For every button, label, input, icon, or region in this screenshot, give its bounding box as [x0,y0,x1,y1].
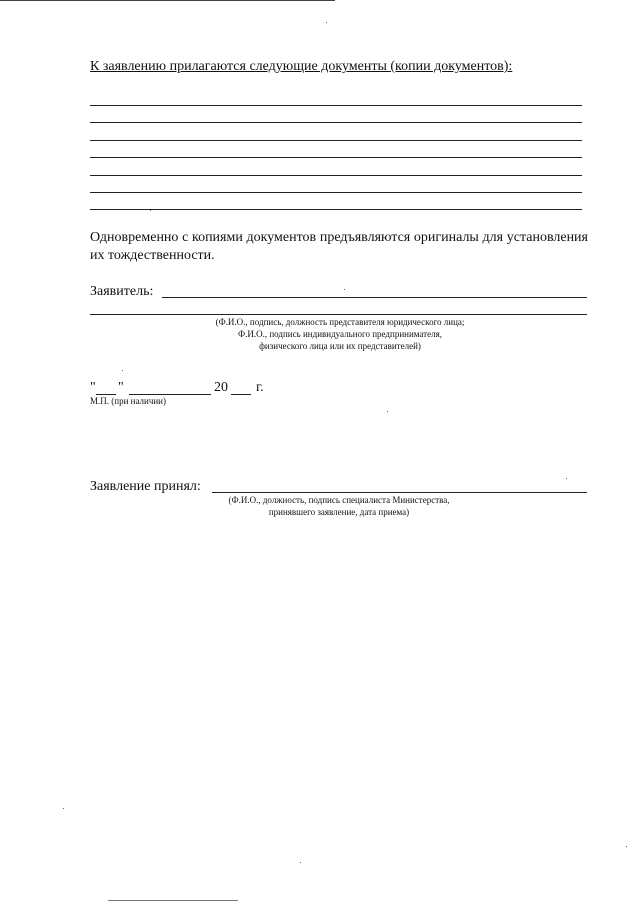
scan-speck [344,289,345,290]
attachment-line-3[interactable] [90,140,582,141]
scan-top-edge [0,0,335,1]
scan-speck [63,808,64,809]
received-caption-line-2: принявшего заявление, дата приема) [268,507,410,517]
stamp-note: М.П. (при наличии) [90,396,166,406]
attachment-line-1[interactable] [90,105,582,106]
applicant-caption-line-1: (Ф.И.О., подпись, должность представителя юридического лица; [215,317,465,327]
scan-bottom-edge [108,900,238,901]
scan-speck [326,22,327,23]
scan-speck [626,846,627,847]
date-year-line[interactable] [231,394,251,395]
applicant-signature-line[interactable] [162,297,587,298]
received-label: Заявление принял: [90,479,201,494]
scan-speck [122,370,123,371]
date-year-suffix: г. [256,380,264,395]
attachment-line-7[interactable] [90,209,582,210]
applicant-caption-line-3: физического лица или их представителей) [259,341,421,351]
applicant-caption-line-2: Ф.И.О., подпись индивидуального предпринимателя, [238,329,442,339]
scan-speck [300,862,301,863]
scan-speck [387,411,388,412]
scan-speck [150,210,151,211]
attachments-heading: К заявлению прилагаются следующие документы (копии документов): [90,59,513,74]
date-year-prefix: 20 [214,380,228,395]
originals-paragraph: Одновременно с копиями документов предъявляются оригиналы для установления их тождественности. [90,230,588,263]
date-close-quote: " [118,380,124,395]
received-caption-line-1: (Ф.И.О., должность, подпись специалиста Министерства, [228,495,450,505]
attachment-line-4[interactable] [90,157,582,158]
scan-speck [566,478,567,479]
received-signature-line[interactable] [212,492,587,493]
attachment-line-6[interactable] [90,192,582,193]
date-open-quote: " [90,380,96,395]
attachment-line-5[interactable] [90,175,582,176]
applicant-second-line[interactable] [90,314,587,315]
attachment-line-2[interactable] [90,122,582,123]
applicant-label: Заявитель: [90,284,154,299]
